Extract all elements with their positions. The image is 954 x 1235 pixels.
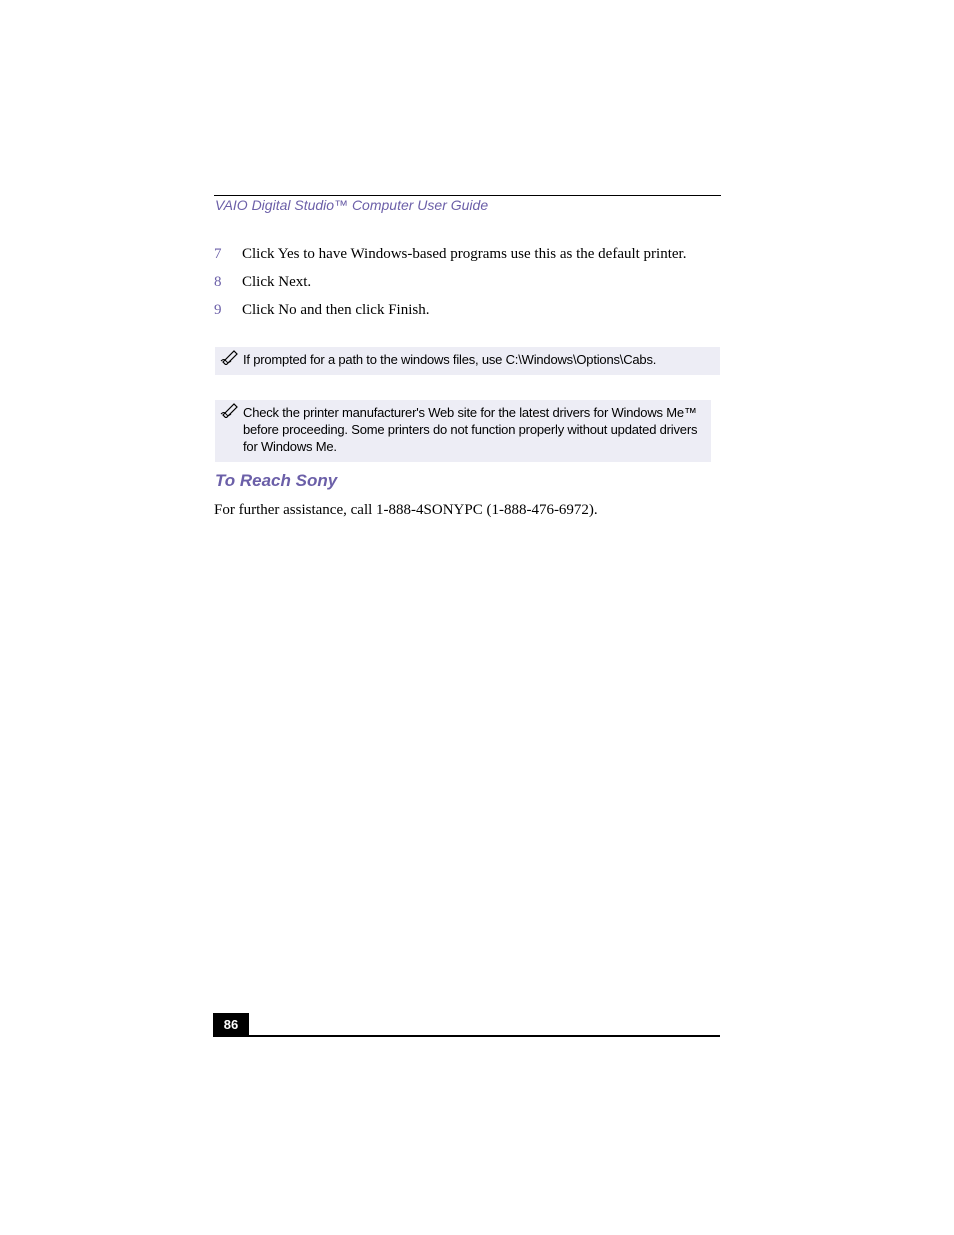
pencil-note-icon xyxy=(220,402,240,418)
note-line: before proceeding. Some printers do not function properly without updated drivers xyxy=(243,422,698,437)
note-text xyxy=(243,404,697,455)
step-text: Click Yes to have Windows-based programs use this as the default printer. xyxy=(242,246,687,262)
note-text xyxy=(243,351,656,368)
pencil-note-icon xyxy=(220,349,240,365)
note-box xyxy=(215,400,711,462)
note-line: Check the printer manufacturer's Web site for the latest drivers for Windows Me™ xyxy=(243,405,697,420)
section-heading: To Reach Sony xyxy=(215,471,338,490)
footer-rule xyxy=(213,1035,720,1037)
contact-paragraph: For further assistance, call 1-888-4SONYPC (1-888-476-6972). xyxy=(214,502,598,518)
step-text: Click Next. xyxy=(242,274,312,290)
step-number: 8 xyxy=(214,274,222,290)
note-line: If prompted for a path to the windows files, use C:\Windows\Options\Cabs. xyxy=(243,352,657,367)
document-title: VAIO Digital Studio™ Computer User Guide xyxy=(215,197,489,213)
step-text: Click No and then click Finish. xyxy=(242,302,430,318)
step-number: 9 xyxy=(214,302,222,318)
note-box xyxy=(215,347,720,375)
header-rule xyxy=(214,195,721,196)
page-number: 86 xyxy=(213,1013,249,1037)
step-number: 7 xyxy=(214,246,222,262)
note-line: for Windows Me. xyxy=(243,439,337,454)
